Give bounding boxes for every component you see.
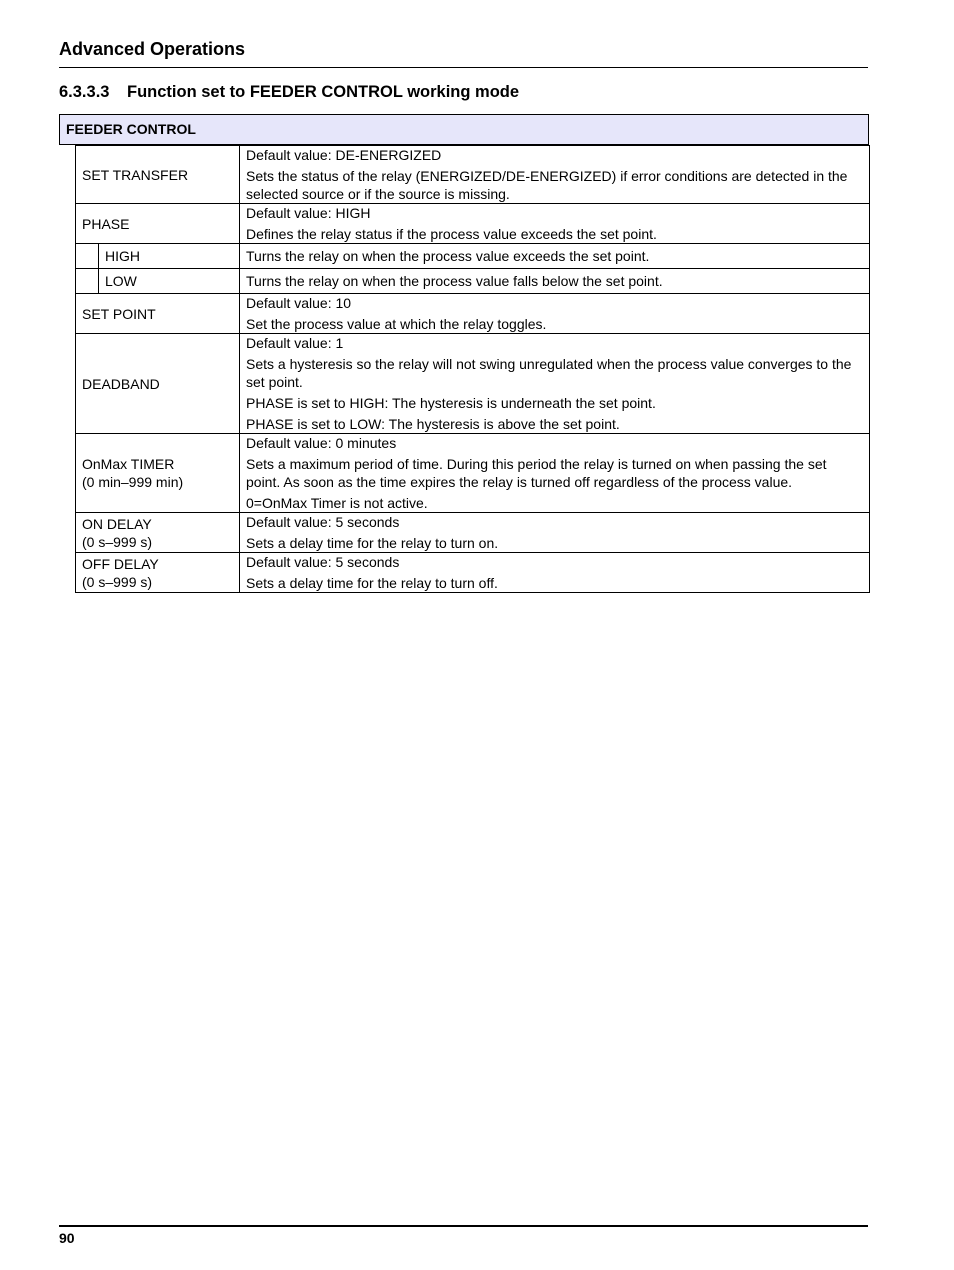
parameter-name: (0 s–999 s) [82,573,153,590]
parameter-name: LOW [105,273,137,289]
description-text: PHASE is set to LOW: The hysteresis is above the set point. [246,416,620,432]
default-value-text: Default value: HIGH [246,205,371,221]
parameter-description-cell [240,553,870,593]
parameter-name: ON DELAY [82,515,152,532]
section-heading [59,82,519,102]
default-value-text: Default value: 0 minutes [246,435,397,451]
table-subrow [76,269,870,294]
parameter-description-cell [240,146,870,204]
parameter-name: (0 min–999 min) [82,474,184,490]
table-row [76,146,870,204]
page-number: 90 [59,1230,75,1246]
parameter-name: HIGH [105,248,140,264]
sub-option-wrapper [82,244,233,268]
description-text: Sets the status of the relay (ENERGIZED/DE-ENERGIZED) if error conditions are detected in the selected source or if the source is missing. [246,168,848,202]
sub-option-indent [82,269,99,293]
description-text: Turns the relay on when the process value exceeds the set point. [246,248,650,264]
parameter-name: (0 s–999 s) [82,533,153,550]
table-row [76,204,870,244]
parameter-description-cell [240,204,870,244]
description-text: PHASE is set to HIGH: The hysteresis is underneath the set point. [246,395,656,411]
parameter-description-cell [240,334,870,434]
description-text: Turns the relay on when the process value falls below the set point. [246,273,663,289]
parameter-name-cell [76,513,240,553]
parameter-description-cell [240,244,870,269]
sub-option-label [99,269,143,293]
default-value-text: Default value: 10 [246,295,352,311]
parameter-name: OnMax TIMER [82,456,175,472]
sub-option-wrapper [82,269,233,293]
table-row [76,334,870,434]
table-row [76,513,870,553]
section-number: 6.3.3.3 [59,83,110,101]
table-body [76,146,870,593]
default-value-text: Default value: DE-ENERGIZED [246,147,442,163]
parameter-description-cell [240,269,870,294]
default-value-text: Default value: 5 seconds [246,514,400,530]
parameter-name-cell [76,269,240,294]
parameter-name-cell [76,294,240,334]
sub-option-indent [82,244,99,268]
description-text: Set the process value at which the relay toggles. [246,316,547,332]
table-row [76,294,870,334]
parameter-name: OFF DELAY [82,555,159,572]
feeder-control-table [75,145,870,593]
parameter-description-cell [240,513,870,553]
description-text: Defines the relay status if the process value exceeds the set point. [246,226,657,242]
description-text: Sets a delay time for the relay to turn on. [246,535,499,551]
table-subrow [76,244,870,269]
description-text: 0=OnMax Timer is not active. [246,495,428,511]
parameter-name: SET POINT [82,305,156,322]
default-value-text: Default value: 1 [246,335,344,351]
sub-option-label [99,244,146,268]
description-text: Sets a delay time for the relay to turn off. [246,575,498,591]
section-title: Function set to FEEDER CONTROL working mode [127,83,520,101]
parameter-name-cell [76,553,240,593]
parameter-description-cell [240,434,870,513]
page-title: Advanced Operations [59,39,246,59]
parameter-name-cell [76,334,240,434]
parameter-name: PHASE [82,215,130,232]
default-value-text: Default value: 5 seconds [246,554,400,570]
table-row [76,434,870,513]
description-text: Sets a maximum period of time. During this period the relay is turned on when passing the set point. As soon as the time expires the relay is turned off regardless of the process value. [246,456,827,490]
parameter-name-cell [76,204,240,244]
page-footer [59,1225,868,1246]
parameter-description-cell [240,294,870,334]
parameter-name-cell [76,146,240,204]
parameter-name-cell [76,244,240,269]
parameter-name-cell [76,434,240,513]
parameter-name: SET TRANSFER [82,166,189,183]
page-header [59,38,868,68]
table-row [76,553,870,593]
table-title: FEEDER CONTROL [59,114,869,145]
description-text: Sets a hysteresis so the relay will not swing unregulated when the process value converges to the set point. [246,356,852,390]
parameter-name: DEADBAND [82,375,160,392]
